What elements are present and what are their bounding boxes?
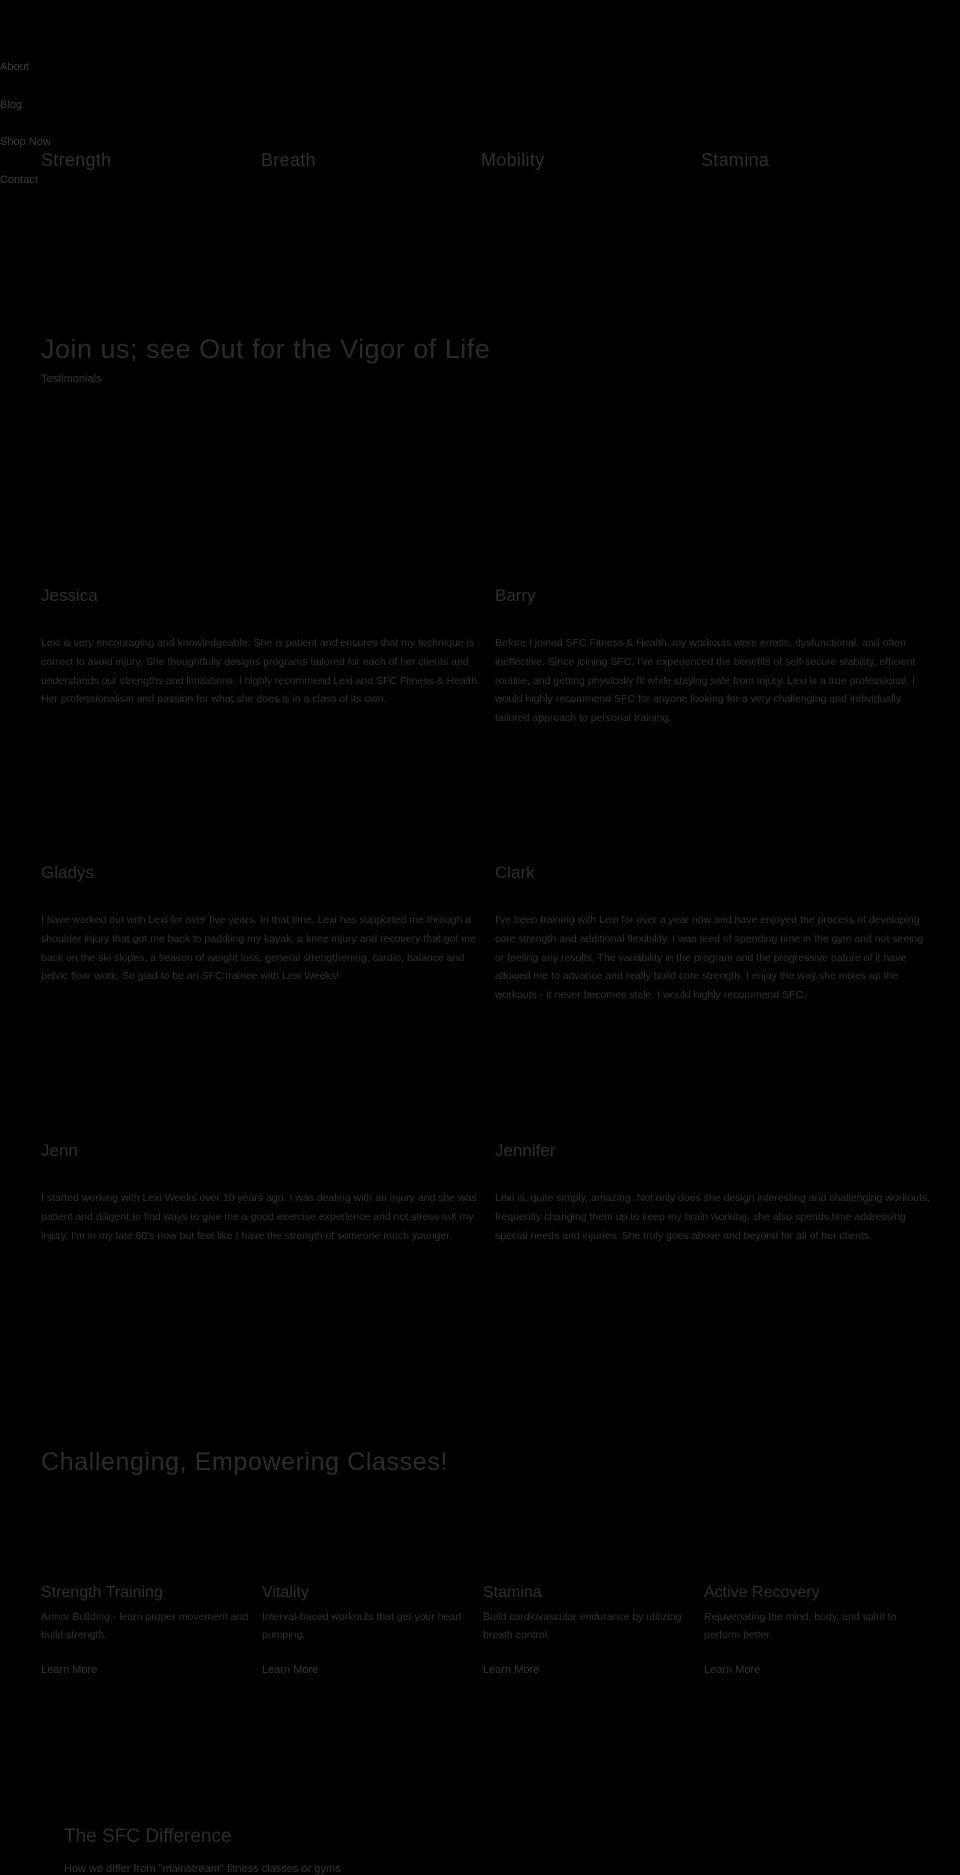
- class-description: Interval-based workouts that get your heart pumping.: [262, 1611, 462, 1641]
- learn-more-link[interactable]: Learn More: [262, 1664, 319, 1676]
- class-card-strength-training: [41, 1584, 262, 1678]
- testimonial-card: [495, 1141, 935, 1245]
- testimonial-name: Jennifer: [495, 1141, 556, 1160]
- testimonial-text: I've been training with Lexi for over a year now and have enjoyed the process of developing core strength and additional flexibility. I was tired of spending time in the gym and not seeing or feeling any results. The variability in the program and the progressive nature of it have allowed me to advance and really build core strength. I enjoy the way she mixes up the workouts - it never becomes stale. I would highly recommend SFC.: [495, 914, 924, 1002]
- learn-more-link[interactable]: Learn More: [41, 1664, 98, 1676]
- class-description: Armor Building - learn proper movement and build strength.: [41, 1611, 249, 1641]
- pillar-breath: Breath: [261, 150, 316, 170]
- classes-grid: [41, 1584, 931, 1678]
- class-card-stamina: [483, 1584, 704, 1678]
- pillar-stamina: Stamina: [701, 150, 770, 170]
- testimonial-name: Barry: [495, 586, 536, 605]
- difference-subtitle: How we differ from "mainstream" fitness classes or gyms: [64, 1863, 341, 1875]
- class-title: Strength Training: [41, 1584, 163, 1601]
- testimonial-name: Jenn: [41, 1141, 78, 1160]
- class-title: Vitality: [262, 1584, 309, 1601]
- testimonial-name: Jessica: [41, 586, 98, 605]
- nav-link-shop-now[interactable]: Shop Now: [0, 136, 51, 148]
- nav-item-contact[interactable]: [0, 173, 51, 211]
- classes-section-title: Challenging, Empowering Classes!: [41, 1448, 448, 1476]
- class-card-vitality: [262, 1584, 483, 1678]
- testimonial-card: [41, 863, 481, 986]
- testimonials-eyebrow: Testimonials: [41, 373, 102, 385]
- class-description: Rejuvenating the mind, body, and spirit to perform better.: [704, 1611, 897, 1641]
- class-title: Active Recovery: [704, 1584, 820, 1601]
- testimonial-card: [495, 863, 935, 1005]
- difference-title: The SFC Difference: [64, 1826, 232, 1847]
- nav-link-blog[interactable]: Blog: [0, 98, 23, 111]
- class-title: Stamina: [483, 1584, 542, 1601]
- learn-more-link[interactable]: Learn More: [483, 1664, 540, 1676]
- pillars-row: [41, 150, 921, 171]
- testimonial-card: [41, 1141, 481, 1245]
- nav-item-blog[interactable]: [0, 98, 51, 136]
- class-card-active-recovery: [704, 1584, 925, 1678]
- testimonial-card: [41, 586, 481, 709]
- testimonial-text: Before I joined SFC Fitness & Health, my workouts were erratic, dysfunctional, and often ineffective. Since joining SFC, I've experienced the benefits of self-secure stability, efficient routine, and getting physically fit while staying safe from injury. Lexi is a true professional. I would highly recommend SFC for anyone looking for a very challenging and individually tailored approach to personal training.: [495, 637, 916, 725]
- testimonial-text: Lexi is, quite simply, amazing. Not only does she design interesting and challenging workouts, frequently changing them up to keep my brain working, she also spends time addressing special needs and injuries. She truly goes above and beyond for all of her clients.: [495, 1192, 931, 1242]
- testimonial-text: Lexi is very encouraging and knowledgeable. She is patient and ensures that my technique is correct to avoid injury. She thoughtfully designs programs tailored for each of her clients and understands our strengths and limitations. I highly recommend Lexi and SFC Fitness & Health. Her professionalism and passion for what she does is in a class of its own.: [41, 637, 480, 706]
- hero-title: Join us; see Out for the Vigor of Life: [41, 334, 491, 364]
- class-description: Build cardiovascular endurance by utilizing breath control.: [483, 1611, 682, 1641]
- pillar-strength: Strength: [41, 150, 112, 170]
- nav-link-contact[interactable]: Contact: [0, 173, 38, 186]
- testimonial-text: I started working with Lexi Weeks over 10 years ago. I was dealing with an injury and she was patient and diligent to find ways to give me a good exercise experience and not stress out my injury. I'm in my late 60's now but feel like I have the strength of someone much younger.: [41, 1192, 477, 1242]
- testimonial-card: [495, 586, 935, 728]
- nav-link-about[interactable]: About: [0, 61, 29, 73]
- testimonial-name: Clark: [495, 863, 535, 882]
- site-nav: [0, 60, 51, 210]
- testimonial-text: I have worked out with Lexi for over five years. In that time, Lexi has supported me through a shoulder injury that got me back to paddling my kayak, a knee injury and recovery that got me back on the ski slopes, a season of weight loss, general strengthening, cardio, balance and pelvic floor work. So glad to be an SFC trainee with Lexi Weeks!: [41, 914, 476, 983]
- testimonial-name: Gladys: [41, 863, 94, 882]
- learn-more-link[interactable]: Learn More: [704, 1664, 761, 1676]
- pillar-mobility: Mobility: [481, 150, 545, 170]
- nav-item-about[interactable]: [0, 60, 51, 98]
